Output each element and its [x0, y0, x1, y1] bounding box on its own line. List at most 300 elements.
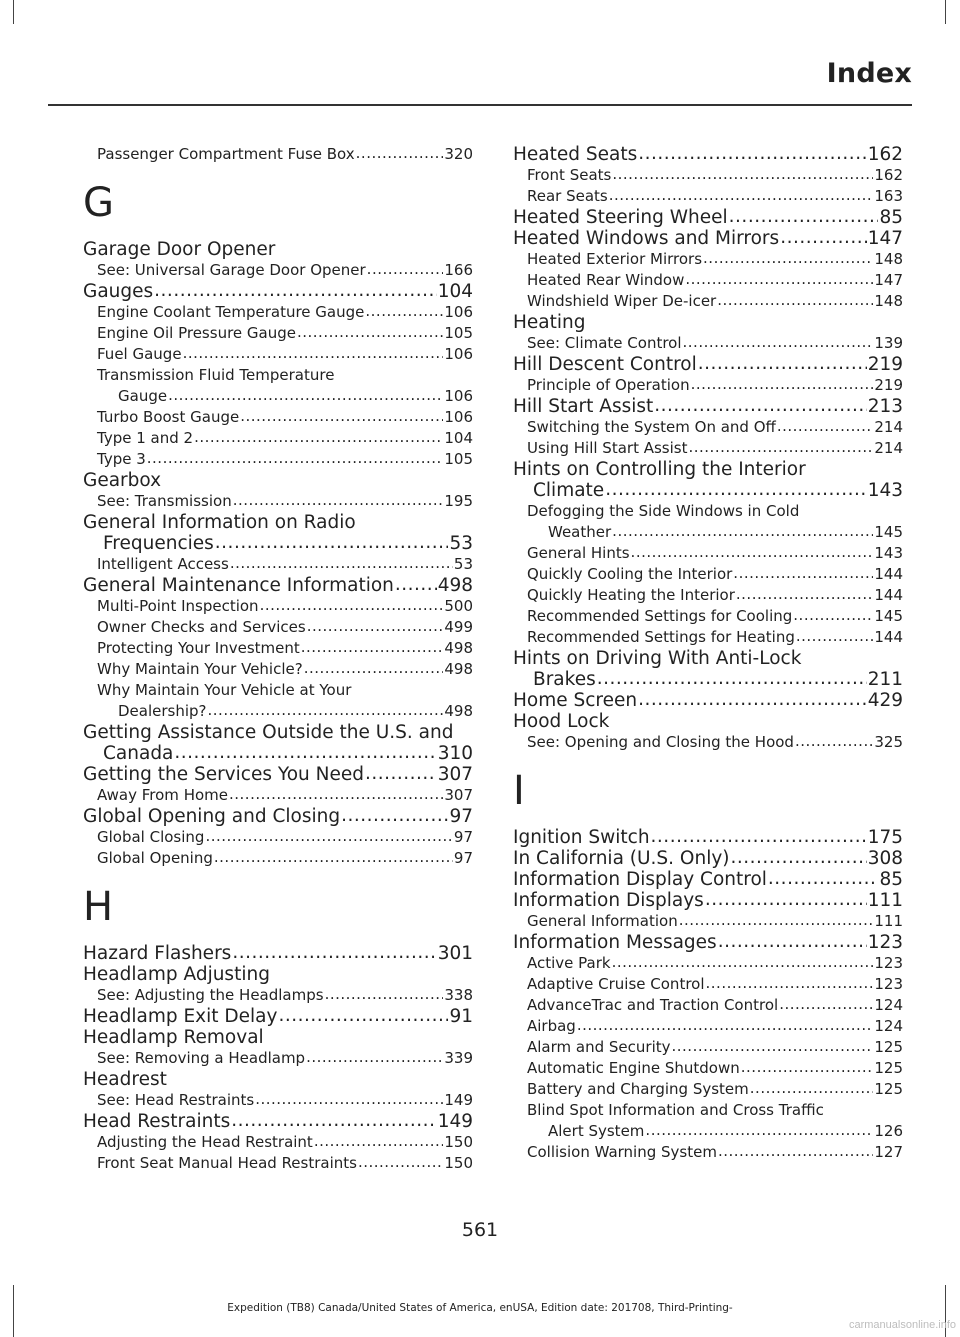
index-entry: [513, 848, 903, 869]
index-subentry-text: Fuel Gauge: [97, 345, 182, 363]
page-number: 561: [461, 1219, 499, 1241]
index-subentry: [513, 438, 903, 459]
page-reference: 85: [879, 869, 903, 890]
page-reference: 97: [449, 806, 473, 827]
index-subentry: [513, 627, 903, 648]
page-reference: 144: [874, 628, 903, 646]
page-reference: 143: [874, 544, 903, 562]
index-subentry: [83, 680, 473, 701]
index-entry-continuation: [83, 533, 473, 554]
page-reference: 150: [444, 1154, 473, 1172]
page-reference: 214: [874, 418, 903, 436]
index-subentry-text: Engine Coolant Temperature Gauge: [97, 303, 365, 321]
index-subentry-text: Rear Seats: [527, 187, 608, 205]
dot-leader: [356, 144, 444, 164]
dot-leader: [718, 932, 867, 952]
index-subentry: [83, 302, 473, 323]
dot-leader: [260, 596, 444, 616]
page-reference: 325: [874, 733, 903, 751]
dot-leader: [230, 554, 453, 574]
index-entry-continuation: [513, 669, 903, 690]
index-subentry-text: Type 1 and 2: [97, 429, 194, 447]
index-topic-text: Heating: [513, 312, 586, 333]
dot-leader: [780, 228, 867, 248]
index-entry: [513, 690, 903, 711]
index-column-right: [513, 144, 903, 1163]
page-reference: 499: [444, 618, 473, 636]
page-reference: 144: [874, 586, 903, 604]
dot-leader: [612, 953, 874, 973]
index-see-reference: [83, 985, 473, 1006]
index-subentry-text: Active Park: [527, 954, 611, 972]
index-subentry-text: Using Hill Start Assist: [527, 439, 688, 457]
index-topic-text: Garage Door Opener: [83, 239, 276, 260]
index-subentry-text: Owner Checks and Services: [97, 618, 306, 636]
index-subentry: [513, 1100, 903, 1121]
index-subentry: [83, 827, 473, 848]
dot-leader: [297, 323, 443, 343]
page-reference: 124: [874, 996, 903, 1014]
index-subentry: [513, 606, 903, 627]
dot-leader: [147, 449, 444, 469]
index-see-reference-text: See: Head Restraints: [97, 1091, 255, 1109]
dot-leader: [795, 732, 873, 752]
dot-leader: [688, 438, 873, 458]
dot-leader: [301, 638, 444, 658]
index-subentry-continuation: [83, 701, 473, 722]
dot-leader: [208, 701, 444, 721]
index-subentry-text: Alarm and Security: [527, 1038, 671, 1056]
index-subentry-text: Quickly Cooling the Interior: [527, 565, 733, 583]
page-reference: 219: [874, 376, 903, 394]
index-subentry: [513, 1037, 903, 1058]
page-reference: 498: [444, 702, 473, 720]
index-entry: [83, 722, 473, 743]
index-subentry: [513, 543, 903, 564]
index-subentry: [83, 1153, 473, 1174]
index-see-reference: [83, 491, 473, 512]
dot-leader: [612, 522, 873, 542]
page-reference: 53: [449, 533, 473, 554]
index-entry-continuation-text: Climate: [533, 480, 605, 501]
index-entry-continuation-text: Brakes: [533, 669, 596, 690]
index-entry-text: Heated Seats: [513, 144, 638, 165]
index-entry-text: Heated Steering Wheel: [513, 207, 728, 228]
index-subentry-text: Airbag: [527, 1017, 576, 1035]
index-entry: [513, 869, 903, 890]
index-entry: [83, 512, 473, 533]
dot-leader: [395, 575, 437, 595]
page-reference: 145: [874, 607, 903, 625]
index-subentry: [83, 659, 473, 680]
index-column-left: [83, 144, 473, 1174]
index-subentry-text: General Hints: [527, 544, 630, 562]
index-subentry: [513, 375, 903, 396]
page-reference: 145: [874, 523, 903, 541]
index-subentry: [513, 974, 903, 995]
index-see-reference-text: See: Opening and Closing the Hood: [527, 733, 794, 751]
index-subentry-text: AdvanceTrac and Traction Control: [527, 996, 779, 1014]
index-entry-continuation-text: Canada: [103, 743, 174, 764]
index-subentry: [513, 1058, 903, 1079]
index-subentry: [513, 417, 903, 438]
index-subentry-text: Quickly Heating the Interior: [527, 586, 735, 604]
header-divider: [48, 104, 912, 106]
index-entry: [83, 806, 473, 827]
page-reference: 338: [444, 986, 473, 1004]
index-entry-text: General Maintenance Information: [83, 575, 394, 596]
page-reference: 105: [444, 450, 473, 468]
dot-leader: [232, 943, 436, 963]
index-subentry-continuation-text: Gauge: [118, 387, 168, 405]
edition-footer: Expedition (TB8) Canada/United States of America, enUSA, Edition date: 201708, Third-Printing-: [227, 1302, 733, 1314]
dot-leader: [612, 165, 873, 185]
dot-leader: [577, 1016, 874, 1036]
index-entry: [513, 144, 903, 165]
dot-leader: [683, 333, 874, 353]
page-reference: 310: [437, 743, 473, 764]
index-subentry: [513, 564, 903, 585]
dot-leader: [793, 606, 873, 626]
dot-leader: [631, 543, 874, 563]
index-see-reference: [83, 260, 473, 281]
page-reference: 123: [874, 975, 903, 993]
index-subentry: [83, 323, 473, 344]
index-subentry-continuation: [513, 1121, 903, 1142]
index-subentry-text: Defogging the Side Windows in Cold: [527, 502, 800, 520]
page-reference: 91: [449, 1006, 473, 1027]
index-entry: [513, 207, 903, 228]
index-topic: [83, 239, 473, 260]
dot-leader: [638, 144, 866, 164]
index-subentry-continuation: [83, 386, 473, 407]
page-reference: 498: [437, 575, 473, 596]
page-reference: 125: [874, 1038, 903, 1056]
dot-leader: [779, 995, 873, 1015]
page-reference: 97: [453, 849, 473, 867]
page-reference: 106: [444, 303, 473, 321]
index-entry-text: Head Restraints: [83, 1111, 231, 1132]
crop-mark-top-right-v: [945, 0, 946, 24]
index-subentry: [83, 848, 473, 869]
index-subentry-text: Turbo Boost Gauge: [97, 408, 240, 426]
dot-leader: [768, 869, 879, 889]
dot-leader: [233, 491, 444, 511]
index-subentry-text: Battery and Charging System: [527, 1080, 749, 1098]
index-topic-text: Headrest: [83, 1069, 167, 1090]
index-see-reference: [513, 333, 903, 354]
page-reference: 143: [867, 480, 903, 501]
page-reference: 123: [867, 932, 903, 953]
page-reference: 162: [874, 166, 903, 184]
index-subentry: [83, 554, 473, 575]
index-see-reference-text: See: Adjusting the Headlamps: [97, 986, 324, 1004]
page-reference: 211: [867, 669, 903, 690]
dot-leader: [609, 186, 874, 206]
index-see-reference: [83, 1090, 473, 1111]
page-reference: 429: [867, 690, 903, 711]
index-entry: [83, 575, 473, 596]
page-reference: 85: [879, 207, 903, 228]
page-reference: 500: [444, 597, 473, 615]
dot-leader: [154, 281, 437, 301]
index-entry-text: Information Messages: [513, 932, 717, 953]
index-topic: [513, 711, 903, 732]
index-subentry: [513, 911, 903, 932]
page-reference: 219: [867, 354, 903, 375]
dot-leader: [325, 985, 444, 1005]
index-subentry-text: Global Closing: [97, 828, 205, 846]
index-subentry: [513, 1016, 903, 1037]
index-see-reference: [83, 1048, 473, 1069]
index-subentry: [83, 638, 473, 659]
dot-leader: [717, 291, 873, 311]
page-reference: 111: [867, 890, 903, 911]
dot-leader: [365, 764, 437, 784]
dot-leader: [638, 690, 867, 710]
page-reference: 105: [444, 324, 473, 342]
dot-leader: [174, 743, 436, 763]
dot-leader: [365, 302, 443, 322]
index-subentry-text: Away From Home: [97, 786, 228, 804]
section-letter: [83, 885, 473, 929]
index-subentry-text: Adaptive Cruise Control: [527, 975, 705, 993]
index-subentry: [513, 270, 903, 291]
index-subentry-text: Intelligent Access: [97, 555, 229, 573]
index-subentry: [83, 785, 473, 806]
page-reference: 320: [444, 145, 473, 163]
index-subentry: [513, 165, 903, 186]
index-entry-text: Hints on Driving With Anti-Lock: [513, 648, 802, 669]
dot-leader: [651, 827, 867, 847]
page-reference: 147: [867, 228, 903, 249]
index-subentry: [83, 407, 473, 428]
index-entry: [513, 827, 903, 848]
dot-leader: [358, 1153, 443, 1173]
dot-leader: [367, 260, 444, 280]
index-subentry-text: Passenger Compartment Fuse Box: [97, 145, 355, 163]
index-subentry-text: Front Seat Manual Head Restraints: [97, 1154, 357, 1172]
index-subentry: [83, 144, 473, 165]
dot-leader: [278, 1006, 448, 1026]
index-entry: [83, 764, 473, 785]
index-topic-text: Headlamp Removal: [83, 1027, 264, 1048]
index-subentry: [513, 291, 903, 312]
dot-leader: [731, 848, 867, 868]
page-reference: 53: [453, 555, 473, 573]
index-entry-text: Hill Start Assist: [513, 396, 654, 417]
index-subentry: [513, 1142, 903, 1163]
page-reference: 150: [444, 1133, 473, 1151]
index-see-reference-text: See: Universal Garage Door Opener: [97, 261, 366, 279]
page-reference: 144: [874, 565, 903, 583]
index-subentry-text: Automatic Engine Shutdown: [527, 1059, 740, 1077]
watermark: carmanualsonline.info: [848, 1319, 956, 1331]
section-letter: [83, 181, 473, 225]
index-subentry-continuation-text: Weather: [548, 523, 612, 541]
page-reference: 162: [867, 144, 903, 165]
dot-leader: [205, 827, 452, 847]
dot-leader: [240, 407, 443, 427]
dot-leader: [645, 1121, 873, 1141]
index-topic: [83, 470, 473, 491]
index-subentry-continuation-text: Alert System: [548, 1122, 645, 1140]
index-subentry-text: Transmission Fluid Temperature: [97, 366, 335, 384]
index-entry-text: Gauges: [83, 281, 154, 302]
dot-leader: [736, 585, 873, 605]
index-subentry-continuation: [513, 522, 903, 543]
index-subentry-text: Engine Oil Pressure Gauge: [97, 324, 296, 342]
dot-leader: [194, 428, 443, 448]
page-reference: 104: [444, 429, 473, 447]
index-subentry-text: Why Maintain Your Vehicle at Your: [97, 681, 352, 699]
page-title: Index: [826, 58, 912, 89]
dot-leader: [304, 659, 444, 679]
index-subentry: [83, 428, 473, 449]
index-subentry: [83, 449, 473, 470]
index-see-reference-text: See: Climate Control: [527, 334, 682, 352]
page-reference: 149: [437, 1111, 473, 1132]
index-entry-text: Ignition Switch: [513, 827, 650, 848]
page-reference: 106: [444, 345, 473, 363]
index-subentry-text: Switching the System On and Off: [527, 418, 776, 436]
page-reference: 127: [874, 1143, 903, 1161]
index-entry: [513, 396, 903, 417]
dot-leader: [703, 249, 873, 269]
index-subentry-text: Why Maintain Your Vehicle?: [97, 660, 303, 678]
index-entry-continuation-text: Frequencies: [103, 533, 214, 554]
page-reference: 213: [867, 396, 903, 417]
index-subentry: [513, 501, 903, 522]
dot-leader: [214, 848, 453, 868]
index-entry: [513, 932, 903, 953]
index-subentry: [83, 365, 473, 386]
page-reference: 307: [444, 786, 473, 804]
crop-mark-top-left-v: [13, 0, 14, 24]
index-entry: [83, 1111, 473, 1132]
page-reference: 148: [874, 250, 903, 268]
index-entry-text: Getting the Services You Need: [83, 764, 364, 785]
index-subentry-text: Recommended Settings for Cooling: [527, 607, 793, 625]
dot-leader: [183, 344, 444, 364]
section-letter-text: G: [83, 181, 114, 225]
page-reference: 175: [867, 827, 903, 848]
page-reference: 149: [444, 1091, 473, 1109]
section-letter-text: I: [513, 769, 525, 813]
index-entry-text: Information Display Control: [513, 869, 767, 890]
index-entry-text: In California (U.S. Only): [513, 848, 730, 869]
index-subentry-text: Heated Rear Window: [527, 271, 685, 289]
index-subentry-text: Adjusting the Head Restraint: [97, 1133, 313, 1151]
index-subentry: [83, 344, 473, 365]
index-entry-text: Headlamp Exit Delay: [83, 1006, 278, 1027]
index-subentry-text: Multi-Point Inspection: [97, 597, 259, 615]
index-entry-continuation: [513, 480, 903, 501]
index-entry: [83, 1006, 473, 1027]
page-reference: 148: [874, 292, 903, 310]
dot-leader: [750, 1079, 874, 1099]
index-entry-continuation: [83, 743, 473, 764]
index-subentry-text: Collision Warning System: [527, 1143, 717, 1161]
index-entry: [513, 354, 903, 375]
dot-leader: [729, 207, 879, 227]
dot-leader: [605, 480, 866, 500]
dot-leader: [306, 1048, 443, 1068]
index-subentry-text: Recommended Settings for Heating: [527, 628, 795, 646]
index-topic-text: Headlamp Adjusting: [83, 964, 270, 985]
page-reference: 139: [874, 334, 903, 352]
index-subentry-text: Front Seats: [527, 166, 612, 184]
index-see-reference-text: See: Removing a Headlamp: [97, 1049, 306, 1067]
page-reference: 97: [453, 828, 473, 846]
page-reference: 498: [444, 660, 473, 678]
index-subentry-text: Protecting Your Investment: [97, 639, 300, 657]
index-subentry: [83, 1132, 473, 1153]
dot-leader: [597, 669, 867, 689]
index-subentry: [513, 995, 903, 1016]
page-reference: 124: [874, 1017, 903, 1035]
index-subentry: [513, 585, 903, 606]
index-topic-text: Hood Lock: [513, 711, 610, 732]
dot-leader: [314, 1132, 444, 1152]
index-subentry: [513, 186, 903, 207]
page-reference: 195: [444, 492, 473, 510]
index-subentry-text: Principle of Operation: [527, 376, 690, 394]
section-letter: [513, 769, 903, 813]
index-entry-text: Hints on Controlling the Interior: [513, 459, 806, 480]
index-see-reference: [513, 732, 903, 753]
section-letter-text: H: [83, 885, 114, 929]
index-topic-text: Gearbox: [83, 470, 162, 491]
dot-leader: [679, 911, 874, 931]
page-reference: 307: [437, 764, 473, 785]
index-entry-text: Information Displays: [513, 890, 704, 911]
index-subentry: [83, 617, 473, 638]
page-reference: 125: [874, 1059, 903, 1077]
dot-leader: [215, 533, 449, 553]
dot-leader: [654, 396, 866, 416]
index-entry: [513, 228, 903, 249]
index-subentry-text: Global Opening: [97, 849, 213, 867]
dot-leader: [229, 785, 443, 805]
index-topic: [83, 1069, 473, 1090]
index-subentry: [513, 249, 903, 270]
index-subentry: [513, 953, 903, 974]
dot-leader: [685, 270, 873, 290]
index-entry-text: Getting Assistance Outside the U.S. and: [83, 722, 454, 743]
index-topic: [513, 312, 903, 333]
dot-leader: [733, 564, 873, 584]
page-reference: 339: [444, 1049, 473, 1067]
dot-leader: [796, 627, 873, 647]
index-entry-text: Heated Windows and Mirrors: [513, 228, 780, 249]
index-entry: [83, 281, 473, 302]
page-reference: 126: [874, 1122, 903, 1140]
dot-leader: [698, 354, 867, 374]
dot-leader: [741, 1058, 874, 1078]
index-subentry-text: Heated Exterior Mirrors: [527, 250, 703, 268]
index-entry-text: Global Opening and Closing: [83, 806, 341, 827]
page-reference: 214: [874, 439, 903, 457]
dot-leader: [691, 375, 874, 395]
dot-leader: [231, 1111, 436, 1131]
page-reference: 123: [874, 954, 903, 972]
page-reference: 106: [444, 408, 473, 426]
index-entry: [513, 890, 903, 911]
dot-leader: [777, 417, 874, 437]
dot-leader: [706, 974, 874, 994]
page-reference: 301: [437, 943, 473, 964]
